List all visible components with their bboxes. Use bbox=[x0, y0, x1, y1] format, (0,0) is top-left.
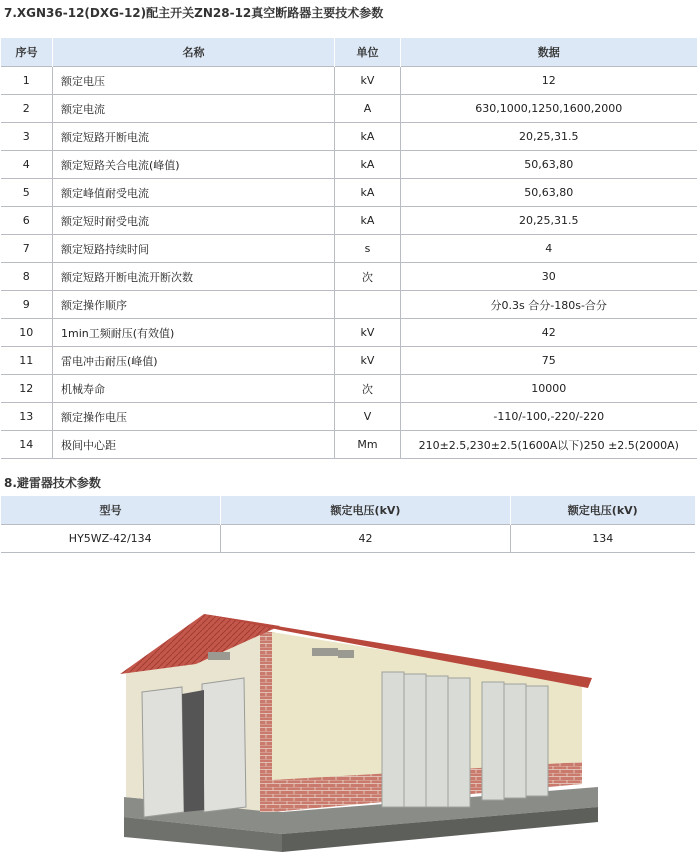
cell-no: 7 bbox=[1, 235, 53, 263]
cell-data: 20,25,31.5 bbox=[401, 123, 697, 151]
cell-unit: kV bbox=[335, 347, 401, 375]
cell-no: 14 bbox=[1, 431, 53, 459]
arrester-spec-table bbox=[0, 496, 695, 553]
header-data: 数据 bbox=[401, 38, 697, 67]
table-row bbox=[1, 123, 697, 151]
cell-data: 12 bbox=[401, 67, 697, 95]
cell-unit: 次 bbox=[335, 263, 401, 291]
cell-unit: 次 bbox=[335, 375, 401, 403]
cell-no: 4 bbox=[1, 151, 53, 179]
cell-name: 额定操作电压 bbox=[53, 403, 335, 431]
cell-data: 210±2.5,230±2.5(1600A以下)250 ±2.5(2000A) bbox=[401, 431, 697, 459]
table-row bbox=[1, 347, 697, 375]
front-door-left bbox=[142, 687, 184, 817]
cell-name: 额定短路开断电流 bbox=[53, 123, 335, 151]
cell-data: 42 bbox=[401, 319, 697, 347]
table-row bbox=[1, 179, 697, 207]
cell-name: 额定峰值耐受电流 bbox=[53, 179, 335, 207]
cell-unit: V bbox=[335, 403, 401, 431]
cell-data: 分0.3s 合分-180s-合分 bbox=[401, 291, 697, 319]
cell-data: 75 bbox=[401, 347, 697, 375]
front-wall-brick-edge bbox=[260, 632, 274, 812]
cell-no: 12 bbox=[1, 375, 53, 403]
cell-data: 20,25,31.5 bbox=[401, 207, 697, 235]
cell-unit: s bbox=[335, 235, 401, 263]
cell-unit: kA bbox=[335, 151, 401, 179]
table-row bbox=[1, 431, 697, 459]
cell-no: 6 bbox=[1, 207, 53, 235]
cell-name: 极间中心距 bbox=[53, 431, 335, 459]
cell-name: 额定操作顺序 bbox=[53, 291, 335, 319]
cell-no: 13 bbox=[1, 403, 53, 431]
table-row bbox=[1, 291, 697, 319]
table-row bbox=[1, 207, 697, 235]
front-opening bbox=[182, 690, 204, 812]
cell-no: 10 bbox=[1, 319, 53, 347]
table-row bbox=[1, 235, 697, 263]
cell-name: 额定短路持续时间 bbox=[53, 235, 335, 263]
header-model: 型号 bbox=[1, 496, 221, 525]
cell-data: -110/-100,-220/-220 bbox=[401, 403, 697, 431]
cell-data: 30 bbox=[401, 263, 697, 291]
cell-no: 9 bbox=[1, 291, 53, 319]
cell-name: 额定电流 bbox=[53, 95, 335, 123]
side-door-panels bbox=[382, 672, 548, 807]
cell-no: 1 bbox=[1, 67, 53, 95]
cell-name: 1min工频耐压(有效值) bbox=[53, 319, 335, 347]
header-rated-voltage-2: 额定电压(kV) bbox=[511, 496, 695, 525]
table-row bbox=[1, 95, 697, 123]
header-rated-voltage-1: 额定电压(kV) bbox=[221, 496, 511, 525]
circuit-breaker-spec-table bbox=[0, 38, 697, 459]
cell-data: 4 bbox=[401, 235, 697, 263]
substation-photo bbox=[112, 612, 598, 862]
cell-name: 额定短时耐受电流 bbox=[53, 207, 335, 235]
cell-data: 10000 bbox=[401, 375, 697, 403]
table-row bbox=[1, 263, 697, 291]
cell-name: 雷电冲击耐压(峰值) bbox=[53, 347, 335, 375]
front-door-right bbox=[202, 678, 246, 812]
vent-left bbox=[208, 652, 230, 660]
cell-no: 2 bbox=[1, 95, 53, 123]
cell-no: 8 bbox=[1, 263, 53, 291]
table-row bbox=[1, 403, 697, 431]
cell-unit: kV bbox=[335, 67, 401, 95]
table-row bbox=[1, 319, 697, 347]
vent-right bbox=[312, 648, 338, 656]
cell-name: 额定电压 bbox=[53, 67, 335, 95]
cell-name: 机械寿命 bbox=[53, 375, 335, 403]
cell-no: 5 bbox=[1, 179, 53, 207]
table-header-row bbox=[1, 38, 697, 67]
section7-title: 7.XGN36-12(DXG-12)配主开关ZN28-12真空断路器主要技术参数 bbox=[4, 6, 384, 20]
table-row bbox=[1, 525, 695, 553]
vent-right-2 bbox=[338, 650, 354, 658]
cell-data: 50,63,80 bbox=[401, 179, 697, 207]
cell-unit: kA bbox=[335, 179, 401, 207]
cell-unit: Mm bbox=[335, 431, 401, 459]
table-row bbox=[1, 151, 697, 179]
cell-no: 3 bbox=[1, 123, 53, 151]
cell-name: 额定短路关合电流(峰值) bbox=[53, 151, 335, 179]
cell-model: HY5WZ-42/134 bbox=[1, 525, 221, 553]
cell-unit bbox=[335, 291, 401, 319]
cell-unit: kA bbox=[335, 123, 401, 151]
header-unit: 单位 bbox=[335, 38, 401, 67]
table-header-row bbox=[1, 496, 695, 525]
cell-rated-voltage-2: 134 bbox=[511, 525, 695, 553]
cell-data: 50,63,80 bbox=[401, 151, 697, 179]
section8-title: 8.避雷器技术参数 bbox=[4, 476, 101, 490]
table-row bbox=[1, 67, 697, 95]
cell-data: 630,1000,1250,1600,2000 bbox=[401, 95, 697, 123]
header-no: 序号 bbox=[1, 38, 53, 67]
cell-unit: kA bbox=[335, 207, 401, 235]
header-name: 名称 bbox=[53, 38, 335, 67]
cell-rated-voltage-1: 42 bbox=[221, 525, 511, 553]
cell-unit: kV bbox=[335, 319, 401, 347]
cell-no: 11 bbox=[1, 347, 53, 375]
table-row bbox=[1, 375, 697, 403]
cell-unit: A bbox=[335, 95, 401, 123]
cell-name: 额定短路开断电流开断次数 bbox=[53, 263, 335, 291]
